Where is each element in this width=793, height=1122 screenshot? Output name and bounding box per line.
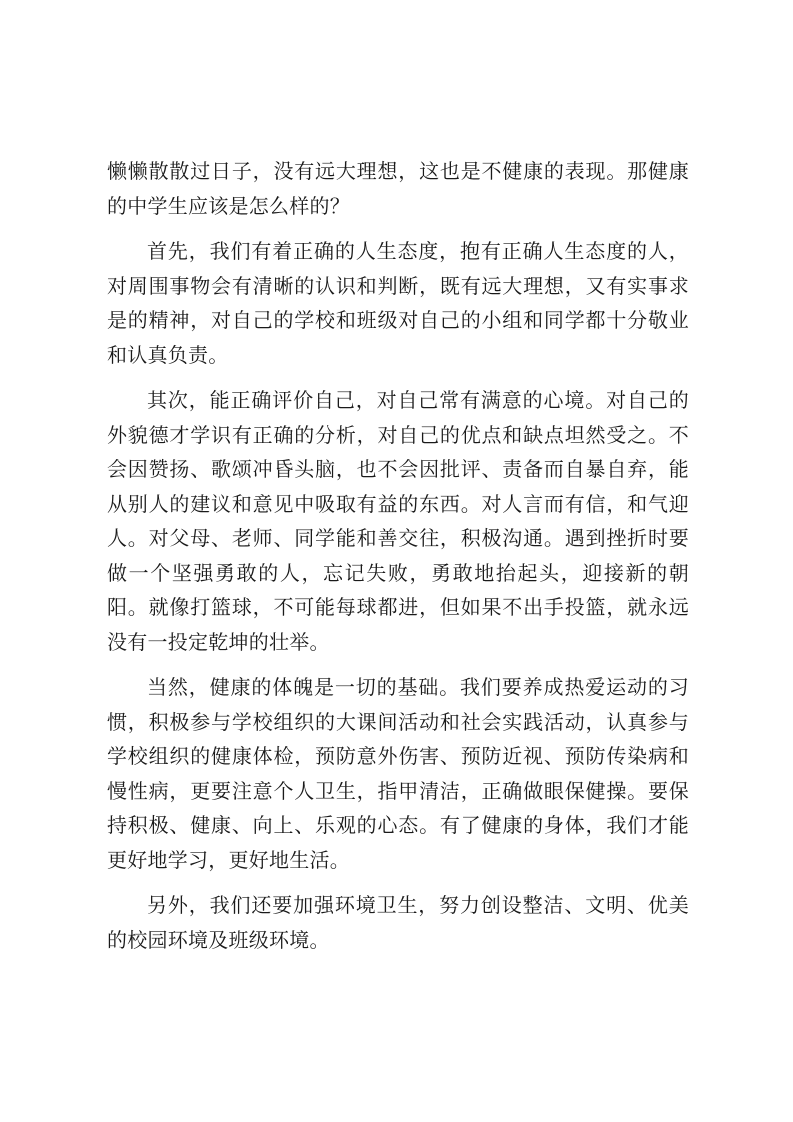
paragraph-continuation: 懒懒散散过日子，没有远大理想，这也是不健康的表现。那健康的中学生应该是怎么样的？ — [107, 159, 689, 218]
paragraph-attitude: 首先，我们有着正确的人生态度，抱有正确人生态度的人，对周围事物会有清晰的认识和判断，既有远大理想，又有实事求是的精神，对自己的学校和班级对自己的小组和同学都十分敬业和认真负责。 — [107, 239, 689, 367]
paragraph-self-evaluation: 其次，能正确评价自己，对自己常有满意的心境。对自己的外貌德才学识有正确的分析，对自己的优点和缺点坦然受之。不会因赞扬、歌颂冲昏头脑，也不会因批评、责备而自暴自弃，能从别人的建议和意见中吸取有益的东西。对人言而有信，和气迎人。对父母、老师、同学能和善交往，积极沟通。遇到挫折时要做一个坚强勇敢的人，忘记失败，勇敢地抬起头，迎接新的朝阳。就像打篮球，不可能每球都进，但如果不出手投篮，就永远没有一投定乾坤的壮举。 — [107, 388, 689, 654]
paragraph-environment: 另外，我们还要加强环境卫生，努力创设整洁、文明、优美的校园环境及班级环境。 — [107, 893, 689, 952]
paragraph-physical-health: 当然，健康的体魄是一切的基础。我们要养成热爱运动的习惯，积极参与学校组织的大课间活动和社会实践活动，认真参与学校组织的健康体检，预防意外伤害、预防近视、预防传染病和慢性病，更要注意个人卫生，指甲清洁，正确做眼保健操。要保持积极、健康、向上、乐观的心态。有了健康的身体，我们才能更好地学习，更好地生活。 — [107, 675, 689, 872]
document-body — [107, 154, 689, 968]
